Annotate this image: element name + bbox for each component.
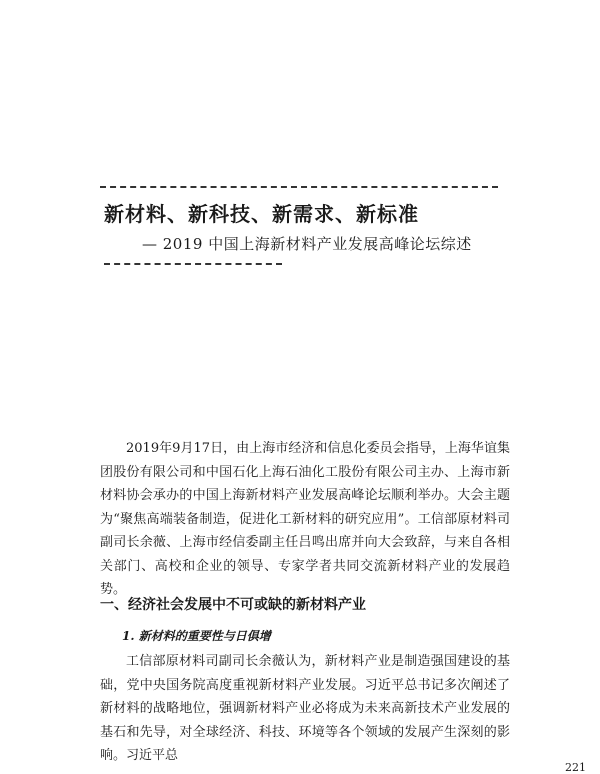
article-title: 新材料、新科技、新需求、新标准 [104,202,419,226]
article-subtitle: — 2019 中国上海新材料产业发展高峰论坛综述 [142,235,472,253]
top-divider [100,186,498,188]
section-heading: 一、经济社会发展中不可或缺的新材料产业 [100,597,366,613]
subsection-heading: 1. 新材料的重要性与日俱增 [122,629,271,643]
subtitle-divider [104,263,282,265]
intro-paragraph: 2019年9月17日，由上海市经济和信息化委员会指导，上海华谊集团股份有限公司和中国石化上海石油化工股份有限公司主办、上海市新材料协会承办的中国上海新材料产业发展高峰论坛顺利举办。大会主题为“聚焦高端装备制造，促进化工新材料的研究应用”。工信部原材料司副司长余薇、上海市经信委副主任吕鸣出席并向大会致辞，与来自各相关部门、高校和企业的领导、专家学者共同交流新材料产业的发展趋势。 [100,441,510,597]
body-paragraph: 工信部原材料司副司长余薇认为，新材料产业是制造强国建设的基础，党中央国务院高度重视新材料产业发展。习近平总书记多次阐述了新材料的战略地位，强调新材料产业必将成为未来高新技术产业发展的基石和先导，对全球经济、科技、环境等各个领域的发展产生深刻的影响。习近平总 [100,654,510,763]
page-number: 221 [565,761,586,774]
